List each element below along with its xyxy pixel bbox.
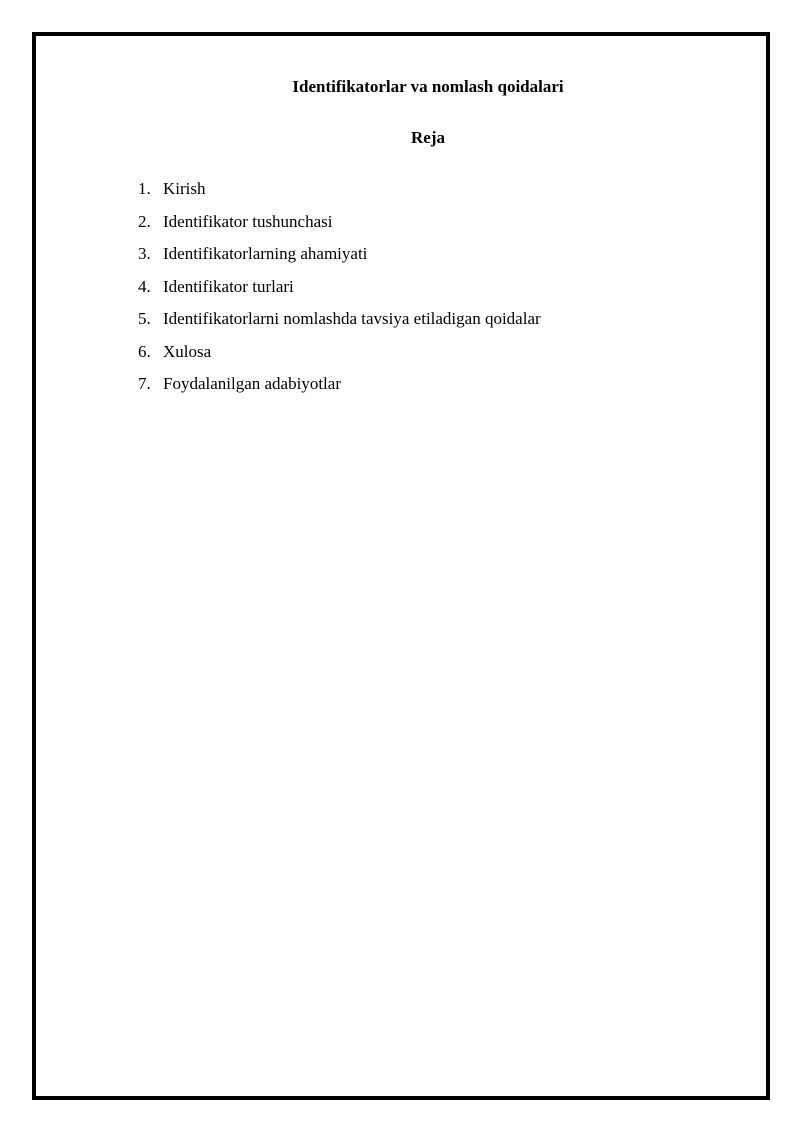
- plan-item-text: Identifikatorlarning ahamiyati: [163, 244, 368, 263]
- plan-item-number: 3.: [138, 244, 151, 263]
- plan-item-6: [138, 341, 541, 374]
- document-title: Identifikatorlar va nomlash qoidalari: [292, 77, 564, 96]
- plan-item-3: [138, 243, 541, 276]
- plan-list: [138, 178, 541, 406]
- plan-item-number: 4.: [138, 276, 151, 296]
- plan-item-2: [138, 211, 541, 244]
- plan-item-number: 5.: [138, 309, 151, 328]
- plan-item-5: [138, 308, 541, 341]
- plan-item-1: [138, 178, 541, 211]
- plan-item-number: 7.: [138, 374, 151, 393]
- plan-item-text: Foydalanilgan adabiyotlar: [163, 374, 341, 393]
- plan-item-number: 1.: [138, 179, 151, 198]
- plan-item-number: 6.: [138, 341, 151, 361]
- plan-item-text: Xulosa: [163, 341, 212, 361]
- plan-item-text: Identifikator tushunchasi: [163, 211, 333, 231]
- plan-item-text: Identifikator turlari: [163, 276, 294, 296]
- plan-item-number: 2.: [138, 211, 151, 231]
- plan-item-text: Identifikatorlarni nomlashda tavsiya etiladigan qoidalar: [163, 309, 541, 328]
- plan-heading: Reja: [411, 128, 445, 147]
- plan-item-4: [138, 276, 541, 309]
- plan-item-text: Kirish: [163, 179, 206, 198]
- plan-item-7: [138, 373, 541, 406]
